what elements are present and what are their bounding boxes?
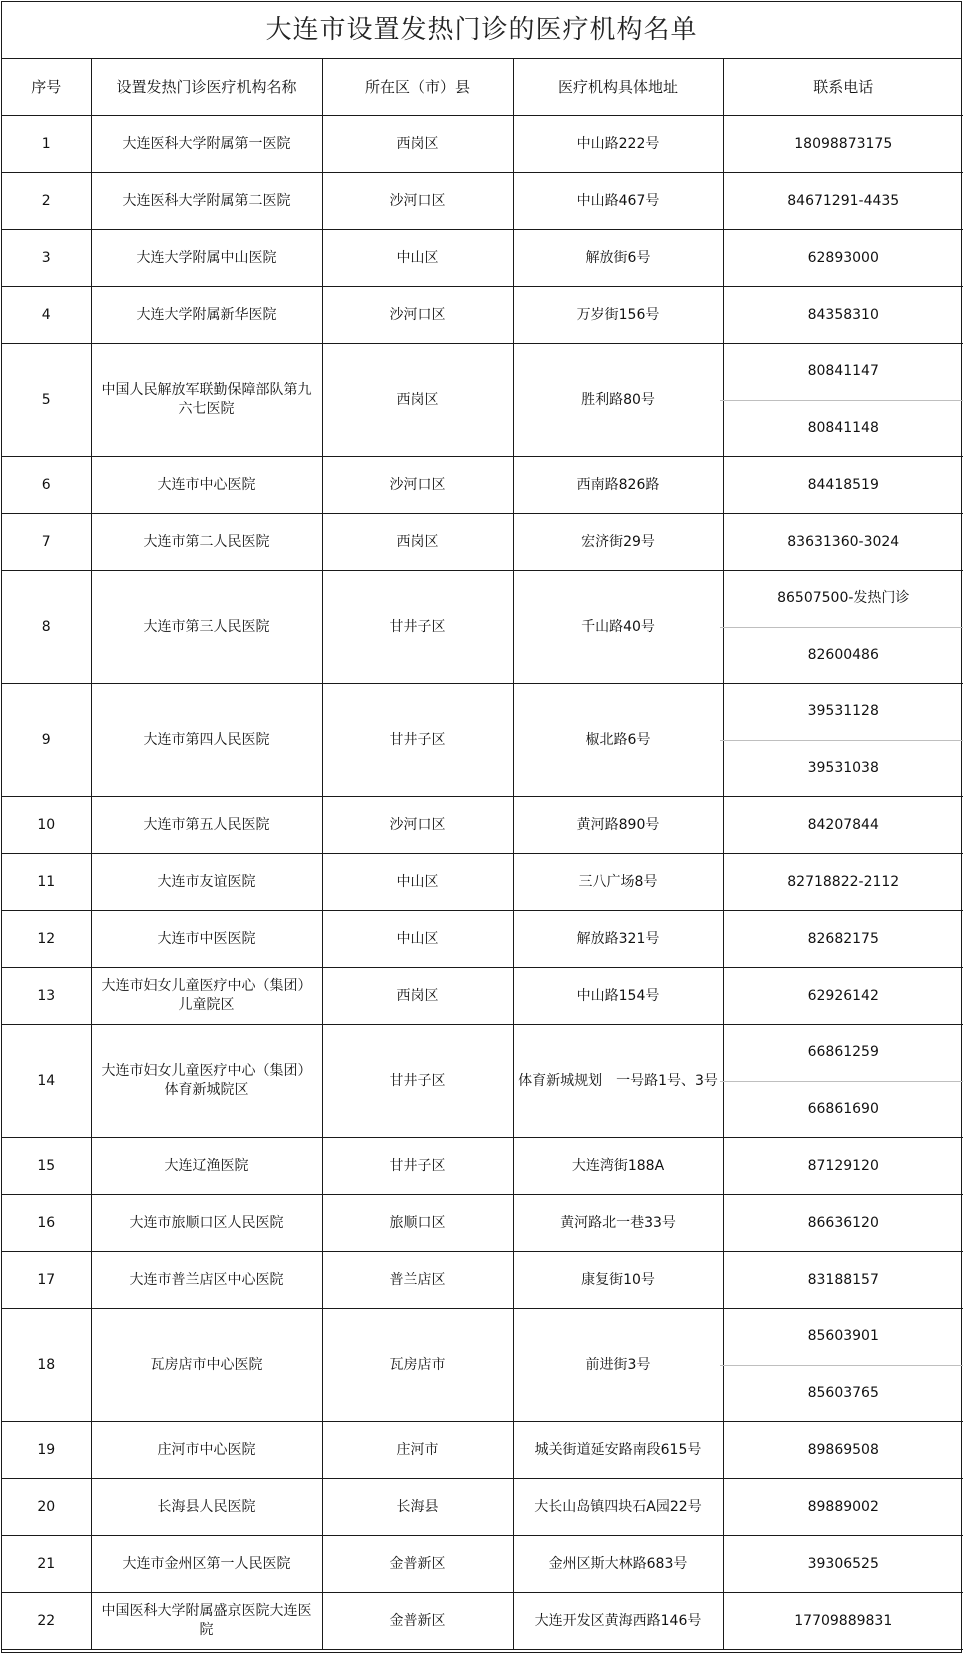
phone-number: 18098873175 <box>723 116 963 173</box>
hospital-name: 大连市普兰店区中心医院 <box>91 1252 322 1309</box>
row-number: 9 <box>2 684 91 797</box>
address: 黄河路北一巷33号 <box>513 1195 723 1252</box>
district: 甘井子区 <box>322 1025 513 1138</box>
hospital-table <box>2 59 963 1650</box>
row-number: 1 <box>2 116 91 173</box>
table-row <box>2 1195 963 1252</box>
phone-cell <box>723 1025 963 1138</box>
district: 中山区 <box>322 854 513 911</box>
header-cell-address: 医疗机构具体地址 <box>513 59 723 116</box>
table-row <box>2 457 963 514</box>
district: 金普新区 <box>322 1593 513 1650</box>
row-number: 19 <box>2 1422 91 1479</box>
hospital-name: 大连市第二人民医院 <box>91 514 322 571</box>
district: 旅顺口区 <box>322 1195 513 1252</box>
address: 中山路154号 <box>513 968 723 1025</box>
row-number: 16 <box>2 1195 91 1252</box>
table-row <box>2 854 963 911</box>
hospital-name: 庄河市中心医院 <box>91 1422 322 1479</box>
phone-number: 85603901 <box>720 1309 963 1365</box>
table-row <box>2 1138 963 1195</box>
phone-number: 62893000 <box>723 230 963 287</box>
hospital-name: 大连市中医医院 <box>91 911 322 968</box>
row-number: 6 <box>2 457 91 514</box>
hospital-name: 大连辽渔医院 <box>91 1138 322 1195</box>
district: 沙河口区 <box>322 173 513 230</box>
phone-number: 86636120 <box>723 1195 963 1252</box>
address: 金州区斯大林路683号 <box>513 1536 723 1593</box>
table-row <box>2 344 963 457</box>
phone-cell <box>723 571 963 684</box>
row-number: 14 <box>2 1025 91 1138</box>
phone-number: 39531038 <box>720 740 963 797</box>
header-cell-district: 所在区（市）县 <box>322 59 513 116</box>
address: 宏济街29号 <box>513 514 723 571</box>
phone-number: 82718822-2112 <box>723 854 963 911</box>
row-number: 21 <box>2 1536 91 1593</box>
row-number: 7 <box>2 514 91 571</box>
hospital-name: 中国人民解放军联勤保障部队第九六七医院 <box>91 344 322 457</box>
address: 解放街6号 <box>513 230 723 287</box>
district: 甘井子区 <box>322 684 513 797</box>
table-header-row <box>2 59 963 116</box>
table-row <box>2 1025 963 1138</box>
phone-cell <box>723 684 963 797</box>
address: 大连湾街188A <box>513 1138 723 1195</box>
address: 胜利路80号 <box>513 344 723 457</box>
district: 沙河口区 <box>322 287 513 344</box>
phone-number: 62926142 <box>723 968 963 1025</box>
hospital-name: 大连大学附属中山医院 <box>91 230 322 287</box>
table-row <box>2 230 963 287</box>
phone-number: 80841147 <box>720 344 963 400</box>
phone-cell <box>723 1309 963 1422</box>
district: 甘井子区 <box>322 1138 513 1195</box>
address: 体育新城规划 一号路1号、3号 <box>513 1025 723 1138</box>
district: 中山区 <box>322 230 513 287</box>
district: 西岗区 <box>322 968 513 1025</box>
table-row <box>2 1593 963 1650</box>
row-number: 5 <box>2 344 91 457</box>
phone-number: 89869508 <box>723 1422 963 1479</box>
table-row <box>2 797 963 854</box>
district: 西岗区 <box>322 514 513 571</box>
hospital-name: 长海县人民医院 <box>91 1479 322 1536</box>
address: 千山路40号 <box>513 571 723 684</box>
address: 前进街3号 <box>513 1309 723 1422</box>
phone-number: 84207844 <box>723 797 963 854</box>
address: 城关街道延安路南段615号 <box>513 1422 723 1479</box>
address: 大长山岛镇四块石A园22号 <box>513 1479 723 1536</box>
row-number: 12 <box>2 911 91 968</box>
phone-number: 83631360-3024 <box>723 514 963 571</box>
table-row <box>2 116 963 173</box>
phone-number: 84418519 <box>723 457 963 514</box>
row-number: 18 <box>2 1309 91 1422</box>
address: 椒北路6号 <box>513 684 723 797</box>
phone-number: 84671291-4435 <box>723 173 963 230</box>
hospital-name: 大连医科大学附属第一医院 <box>91 116 322 173</box>
district: 金普新区 <box>322 1536 513 1593</box>
hospital-name: 大连市第四人民医院 <box>91 684 322 797</box>
page-title: 大连市设置发热门诊的医疗机构名单 <box>2 2 961 59</box>
table-row <box>2 287 963 344</box>
phone-number: 80841148 <box>720 400 963 457</box>
address: 康复街10号 <box>513 1252 723 1309</box>
hospital-name: 瓦房店市中心医院 <box>91 1309 322 1422</box>
address: 黄河路890号 <box>513 797 723 854</box>
phone-number: 39306525 <box>723 1536 963 1593</box>
table-row <box>2 968 963 1025</box>
row-number: 11 <box>2 854 91 911</box>
address: 西南路826路 <box>513 457 723 514</box>
hospital-list-sheet <box>1 1 962 1653</box>
row-number: 2 <box>2 173 91 230</box>
district: 甘井子区 <box>322 571 513 684</box>
table-row <box>2 1309 963 1422</box>
table-row <box>2 571 963 684</box>
row-number: 8 <box>2 571 91 684</box>
phone-cell <box>723 344 963 457</box>
address: 中山路222号 <box>513 116 723 173</box>
phone-number: 66861690 <box>720 1081 963 1138</box>
header-cell-no: 序号 <box>2 59 91 116</box>
row-number: 22 <box>2 1593 91 1650</box>
district: 西岗区 <box>322 116 513 173</box>
hospital-name: 大连市金州区第一人民医院 <box>91 1536 322 1593</box>
hospital-name: 大连医科大学附属第二医院 <box>91 173 322 230</box>
table-row <box>2 173 963 230</box>
row-number: 10 <box>2 797 91 854</box>
table-row <box>2 1422 963 1479</box>
address: 解放路321号 <box>513 911 723 968</box>
phone-number: 85603765 <box>720 1365 963 1422</box>
phone-number: 82682175 <box>723 911 963 968</box>
row-number: 4 <box>2 287 91 344</box>
row-number: 13 <box>2 968 91 1025</box>
hospital-name: 大连市第三人民医院 <box>91 571 322 684</box>
district: 沙河口区 <box>322 457 513 514</box>
table-row <box>2 684 963 797</box>
district: 普兰店区 <box>322 1252 513 1309</box>
district: 沙河口区 <box>322 797 513 854</box>
hospital-name: 大连市第五人民医院 <box>91 797 322 854</box>
header-cell-name: 设置发热门诊医疗机构名称 <box>91 59 322 116</box>
hospital-name: 中国医科大学附属盛京医院大连医院 <box>91 1593 322 1650</box>
district: 瓦房店市 <box>322 1309 513 1422</box>
phone-number: 39531128 <box>720 684 963 740</box>
row-number: 15 <box>2 1138 91 1195</box>
phone-number: 82600486 <box>720 627 963 684</box>
hospital-name: 大连市友谊医院 <box>91 854 322 911</box>
row-number: 20 <box>2 1479 91 1536</box>
hospital-name: 大连市妇女儿童医疗中心（集团）体育新城院区 <box>91 1025 322 1138</box>
row-number: 17 <box>2 1252 91 1309</box>
district: 长海县 <box>322 1479 513 1536</box>
phone-number: 86507500-发热门诊 <box>720 571 963 627</box>
address: 三八广场8号 <box>513 854 723 911</box>
hospital-name: 大连市中心医院 <box>91 457 322 514</box>
phone-number: 87129120 <box>723 1138 963 1195</box>
hospital-name: 大连大学附属新华医院 <box>91 287 322 344</box>
row-number: 3 <box>2 230 91 287</box>
table-row <box>2 514 963 571</box>
phone-number: 17709889831 <box>723 1593 963 1650</box>
district: 西岗区 <box>322 344 513 457</box>
phone-number: 84358310 <box>723 287 963 344</box>
phone-number: 89889002 <box>723 1479 963 1536</box>
table-row <box>2 1252 963 1309</box>
hospital-name: 大连市旅顺口区人民医院 <box>91 1195 322 1252</box>
phone-number: 83188157 <box>723 1252 963 1309</box>
hospital-name: 大连市妇女儿童医疗中心（集团）儿童院区 <box>91 968 322 1025</box>
address: 中山路467号 <box>513 173 723 230</box>
header-cell-phone: 联系电话 <box>723 59 963 116</box>
table-row <box>2 1479 963 1536</box>
table-row <box>2 911 963 968</box>
address: 万岁街156号 <box>513 287 723 344</box>
district: 中山区 <box>322 911 513 968</box>
phone-number: 66861259 <box>720 1025 963 1081</box>
table-row <box>2 1536 963 1593</box>
district: 庄河市 <box>322 1422 513 1479</box>
address: 大连开发区黄海西路146号 <box>513 1593 723 1650</box>
